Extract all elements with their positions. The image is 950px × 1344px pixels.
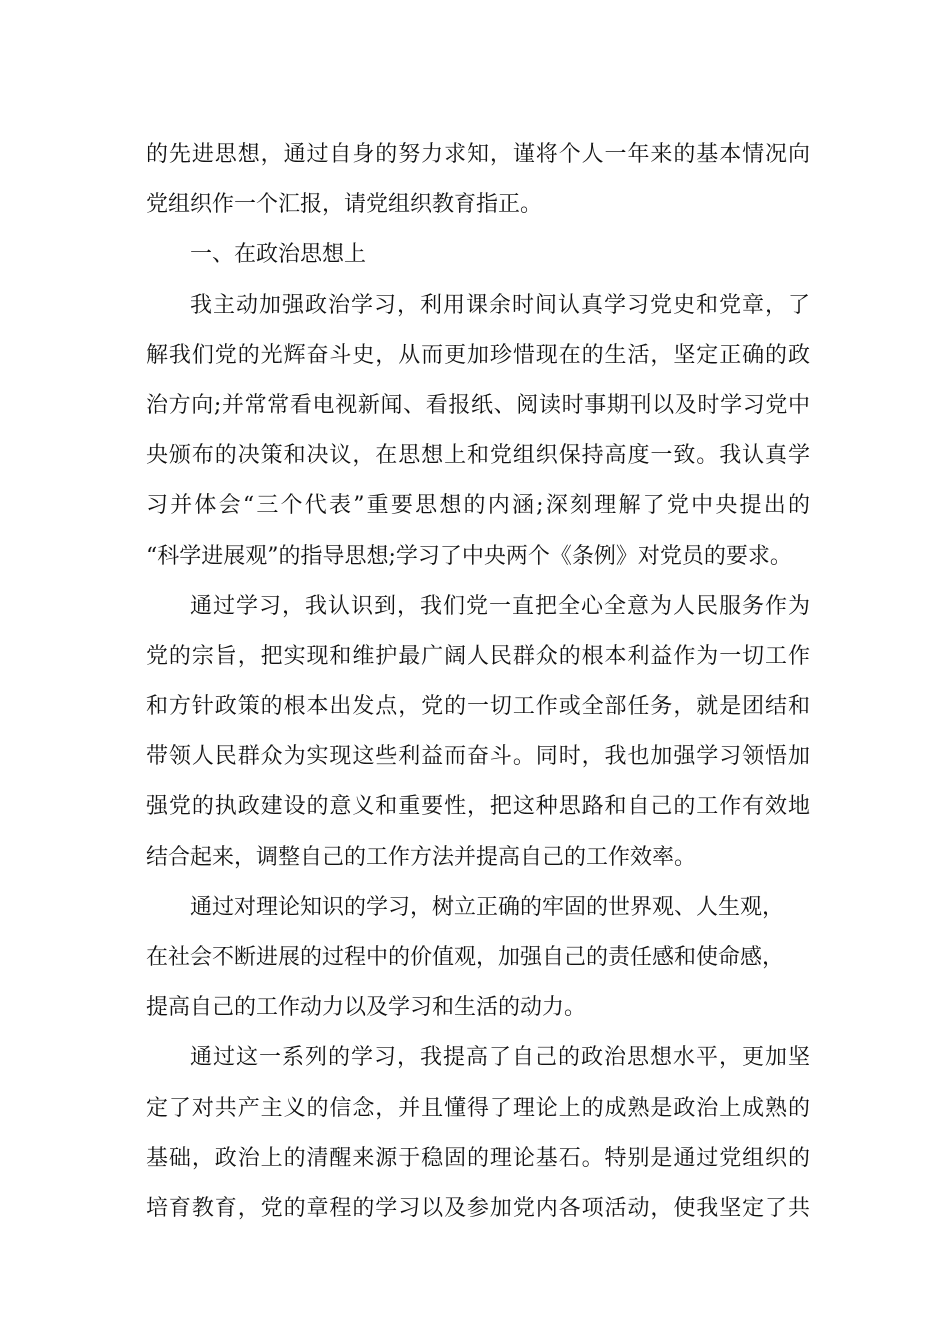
text-line: 结合起来，调整自己的工作方法并提高自己的工作效率。 <box>146 844 697 870</box>
text-line: 带领人民群众为实现这些利益而奋斗。同时，我也加强学习领悟加 <box>146 744 810 770</box>
text-line: 提高自己的工作动力以及学习和生活的动力。 <box>146 995 587 1021</box>
heading-text: 一、在政治思想上 <box>190 242 367 268</box>
text-line: 央颁布的决策和决议，在思想上和党组织保持高度一致。我认真学 <box>146 443 810 469</box>
text-line: 党的宗旨，把实现和维护最广阔人民群众的根本利益作为一切工作 <box>146 643 810 669</box>
text-line: 通过学习，我认识到，我们党一直把全心全意为人民服务作为 <box>190 593 810 619</box>
document-body <box>146 130 810 1234</box>
text-line: 治方向;并常常看电视新闻、看报纸、阅读时事期刊以及时学习党中 <box>146 392 810 418</box>
paragraph-3 <box>146 883 810 1034</box>
text-line: 通过这一系列的学习，我提高了自己的政治思想水平，更加坚 <box>190 1045 810 1071</box>
text-line: 通过对理论知识的学习，树立正确的牢固的世界观、人生观， <box>190 894 785 920</box>
text-line: 解我们党的光辉奋斗史，从而更加珍惜现在的生活，坚定正确的政 <box>146 342 810 368</box>
text-line: 我主动加强政治学习，利用课余时间认真学习党史和党章，了 <box>190 292 810 318</box>
text-line: “科学进展观”的指导思想;学习了中央两个《条例》对党员的要求。 <box>146 543 792 569</box>
text-line: 基础，政治上的清醒来源于稳固的理论基石。特别是通过党组织的 <box>146 1145 810 1171</box>
text-line: 习并体会“三个代表”重要思想的内涵;深刻理解了党中央提出的 <box>146 493 810 519</box>
paragraph-intro <box>146 130 810 230</box>
text-line: 在社会不断进展的过程中的价值观，加强自己的责任感和使命感， <box>146 945 785 970</box>
text-line: 培育教育，党的章程的学习以及参加党内各项活动，使我坚定了共 <box>146 1195 810 1221</box>
paragraph-4 <box>146 1033 810 1234</box>
text-line: 和方针政策的根本出发点，党的一切工作或全部任务，就是团结和 <box>146 694 810 720</box>
paragraph-2 <box>146 582 810 883</box>
text-line: 定了对共产主义的信念，并且懂得了理论上的成熟是政治上成熟的 <box>146 1095 810 1121</box>
section-heading <box>146 230 810 280</box>
text-line: 强党的执政建设的意义和重要性，把这种思路和自己的工作有效地 <box>146 794 810 820</box>
paragraph-1 <box>146 281 810 582</box>
text-line: 党组织作一个汇报，请党组织教育指正。 <box>146 192 543 218</box>
text-line: 的先进思想，通过自身的努力求知，谨将个人一年来的基本情况向 <box>146 142 810 167</box>
